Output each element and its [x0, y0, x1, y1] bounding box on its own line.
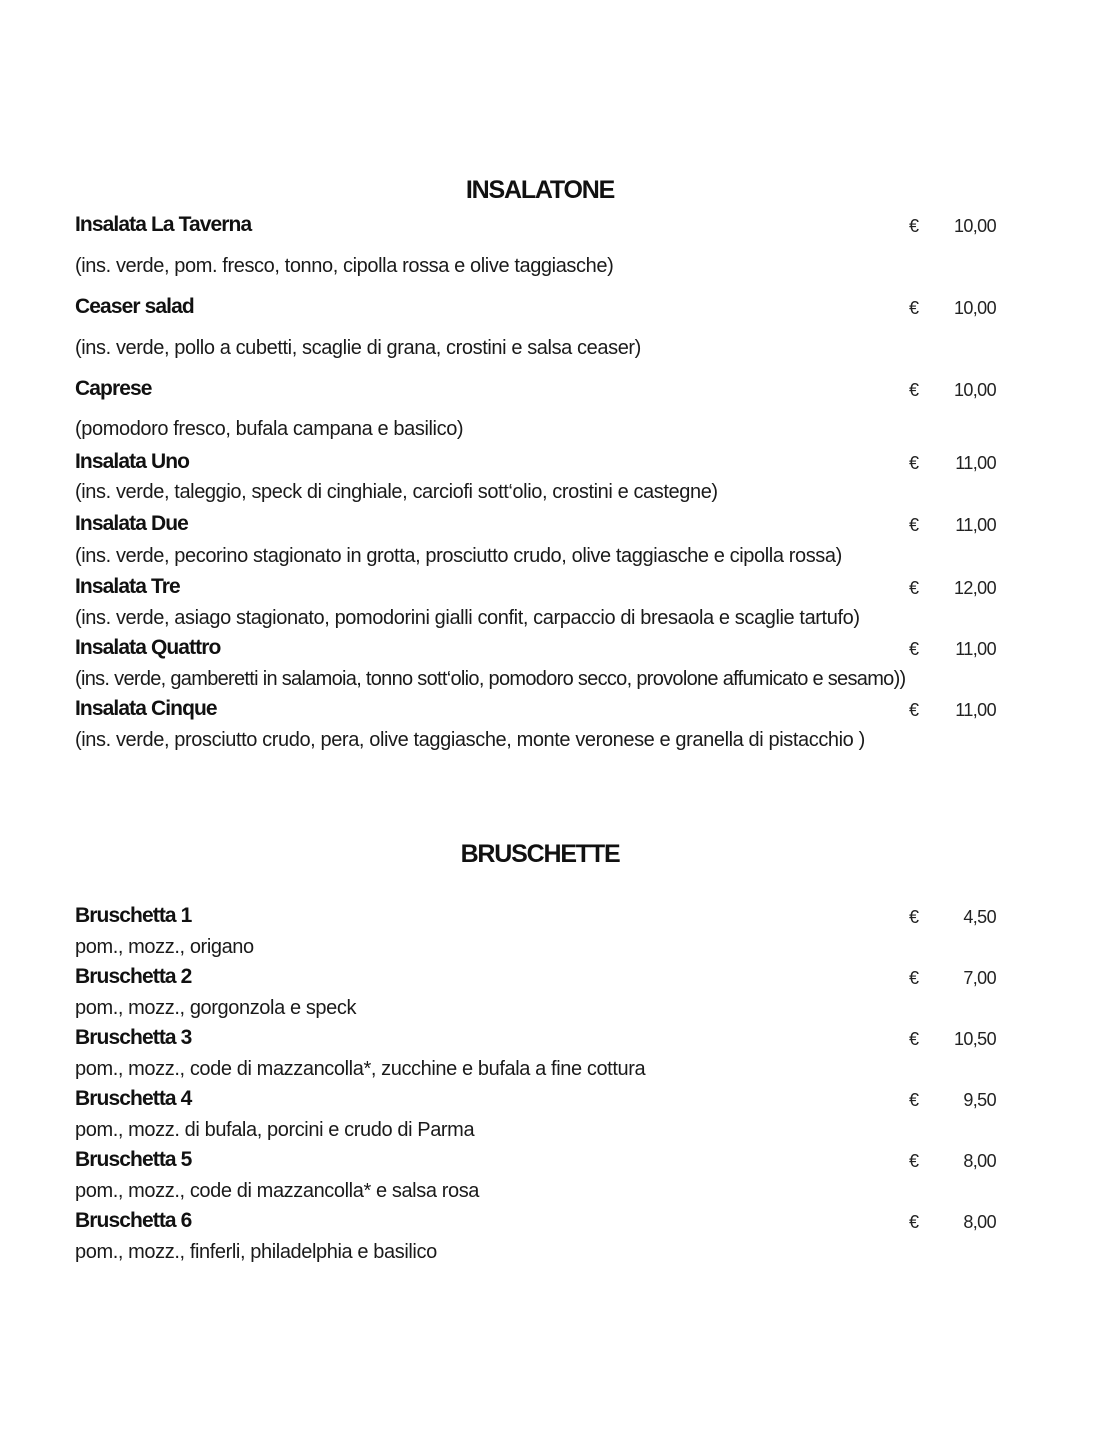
- menu-item-description: (ins. verde, gamberetti in salamoia, tonno sott‘olio, pomodoro secco, provolone affumicato e sesamo)): [75, 668, 906, 690]
- menu-item-description: pom., mozz., gorgonzola e speck: [75, 997, 357, 1019]
- currency-symbol: €: [909, 298, 920, 318]
- menu-item-name: Bruschetta 1: [75, 904, 192, 927]
- menu-item-price: 11,00: [955, 515, 996, 535]
- currency-symbol: €: [909, 1212, 920, 1232]
- section-title-bruschette: BRUSCHETTE: [460, 840, 620, 868]
- menu-item-price: 10,00: [953, 216, 996, 236]
- menu-item-price: 10,00: [953, 380, 996, 400]
- menu-item-name: Caprese: [75, 377, 152, 400]
- menu-item-name: Insalata Quattro: [75, 636, 221, 659]
- menu-item-description: pom., mozz., finferli, philadelphia e basilico: [75, 1241, 437, 1263]
- menu-item-price: 8,00: [963, 1151, 996, 1171]
- menu-item-description: (ins. verde, pollo a cubetti, scaglie di grana, crostini e salsa ceaser): [75, 337, 641, 359]
- section-title-insalatone: INSALATONE: [465, 176, 615, 204]
- currency-symbol: €: [909, 380, 920, 400]
- menu-item-price: 11,00: [955, 453, 996, 473]
- menu-item-name: Insalata La Taverna: [75, 213, 252, 236]
- menu-item-description: pom., mozz., origano: [75, 936, 254, 958]
- menu-item-price: 7,00: [963, 968, 996, 988]
- currency-symbol: €: [909, 578, 920, 598]
- menu-item-price: 10,50: [953, 1029, 996, 1049]
- menu-item-name: Bruschetta 2: [75, 965, 192, 988]
- menu-item-name: Bruschetta 5: [75, 1148, 192, 1171]
- menu-item-name: Ceaser salad: [75, 295, 194, 318]
- currency-symbol: €: [909, 515, 920, 535]
- menu-item-price: 8,00: [963, 1212, 996, 1232]
- menu-item-description: (ins. verde, pecorino stagionato in grotta, prosciutto crudo, olive taggiasche e cipolla rossa): [75, 545, 842, 567]
- menu-item-description: pom., mozz., code di mazzancolla* e salsa rosa: [75, 1180, 480, 1202]
- menu-item-name: Insalata Due: [75, 512, 188, 535]
- menu-item-price: 11,00: [955, 700, 996, 720]
- menu-item-name: Bruschetta 3: [75, 1026, 192, 1049]
- menu-item-description: (ins. verde, asiago stagionato, pomodorini gialli confit, carpaccio di bresaola e scaglie tartufo): [75, 607, 860, 629]
- menu-item-price: 12,00: [953, 578, 996, 598]
- menu-item-price: 10,00: [953, 298, 996, 318]
- menu-item-description: pom., mozz., code di mazzancolla*, zucchine e bufala a fine cottura: [75, 1058, 646, 1080]
- currency-symbol: €: [909, 907, 920, 927]
- currency-symbol: €: [909, 1029, 920, 1049]
- menu-item-name: Insalata Tre: [75, 575, 180, 598]
- menu-item-name: Bruschetta 6: [75, 1209, 192, 1232]
- menu-item-description: (ins. verde, pom. fresco, tonno, cipolla rossa e olive taggiasche): [75, 255, 614, 277]
- menu-item-description: (ins. verde, prosciutto crudo, pera, olive taggiasche, monte veronese e granella di pistacchio ): [75, 729, 865, 751]
- menu-item-description: (pomodoro fresco, bufala campana e basilico): [75, 418, 464, 440]
- currency-symbol: €: [909, 639, 920, 659]
- currency-symbol: €: [909, 216, 920, 236]
- menu-item-name: Insalata Cinque: [75, 697, 217, 720]
- menu-item-name: Bruschetta 4: [75, 1087, 192, 1110]
- currency-symbol: €: [909, 453, 920, 473]
- menu-item-description: (ins. verde, taleggio, speck di cinghiale, carciofi sott‘olio, crostini e castegne): [75, 481, 718, 503]
- menu-item-price: 9,50: [963, 1090, 996, 1110]
- currency-symbol: €: [909, 1151, 920, 1171]
- currency-symbol: €: [909, 968, 920, 988]
- menu-item-name: Insalata Uno: [75, 450, 190, 473]
- currency-symbol: €: [909, 1090, 920, 1110]
- menu-item-price: 11,00: [955, 639, 996, 659]
- menu-item-price: 4,50: [963, 907, 996, 927]
- currency-symbol: €: [909, 700, 920, 720]
- menu-item-description: pom., mozz. di bufala, porcini e crudo di Parma: [75, 1119, 475, 1141]
